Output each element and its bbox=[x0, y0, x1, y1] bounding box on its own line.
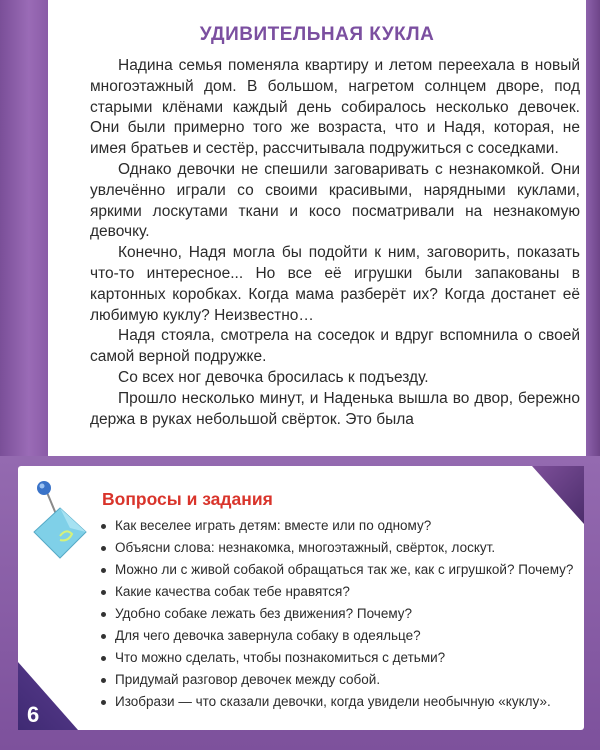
question-item: Удобно собаке лежать без движения? Почему? bbox=[100, 603, 580, 625]
story-paragraph: Однако девочки не спешили заговаривать с незнакомкой. Они увлечённо играли со своими красивыми, нарядными куклами, яркими лоскутами ткани и косо посматривали на незнакомую девочку. bbox=[90, 160, 580, 241]
pinned-note-icon bbox=[26, 478, 106, 566]
story-paragraph: Конечно, Надя могла бы подойти к ним, заговорить, показать что-то интересное... Но все её игрушки были запакованы в картонных коробках. Когда мама разберёт их? Когда достанет её любимую куклу? Неизвестно… bbox=[90, 244, 580, 324]
question-item: Изобрази — что сказали девочки, когда увидели необычную «куклу». bbox=[100, 691, 580, 713]
questions-title: Вопросы и задания bbox=[102, 489, 273, 509]
story-title: УДИВИТЕЛЬНАЯ КУКЛА bbox=[199, 24, 435, 45]
frame-right bbox=[586, 0, 600, 456]
question-item: Можно ли с живой собакой обращаться так же, как с игрушкой? Почему? bbox=[100, 559, 580, 581]
story-paragraph: Со всех ног девочка бросилась к подъезду. bbox=[118, 368, 429, 386]
story-paragraph: Прошло несколько минут, и Наденька вышла во двор, бережно держа в руках небольшой свёрток. Это была bbox=[90, 389, 580, 428]
frame-left bbox=[0, 0, 48, 456]
question-item: Что можно сделать, чтобы познакомиться с детьми? bbox=[100, 647, 580, 669]
question-item: Объясни слова: незнакомка, многоэтажный, свёрток, лоскут. bbox=[100, 537, 580, 559]
question-item: Придумай разговор девочек между собой. bbox=[100, 669, 580, 691]
story-paragraph: Надя стояла, смотрела на соседок и вдруг вспомнила о своей самой верной подружке. bbox=[90, 327, 580, 366]
story-page bbox=[48, 0, 586, 456]
questions-list bbox=[100, 515, 580, 713]
question-item: Для чего девочка завернула собаку в одеяльце? bbox=[100, 625, 580, 647]
question-item: Как веселее играть детям: вместе или по одному? bbox=[100, 515, 580, 537]
story-text bbox=[90, 56, 580, 430]
story-paragraph: Надина семья поменяла квартиру и летом переехала в новый многоэтажный дом. В большом, нагретом солнцем дворе, под старыми клёнами каждый день собиралось несколько девочек. Они были примерно того же возраста, что и Надя, которая, не имея братьев и сестёр, рассчитывала подружиться с соседками. bbox=[90, 57, 580, 158]
page-number: 6 bbox=[27, 702, 40, 727]
question-item: Какие качества собак тебе нравятся? bbox=[100, 581, 580, 603]
